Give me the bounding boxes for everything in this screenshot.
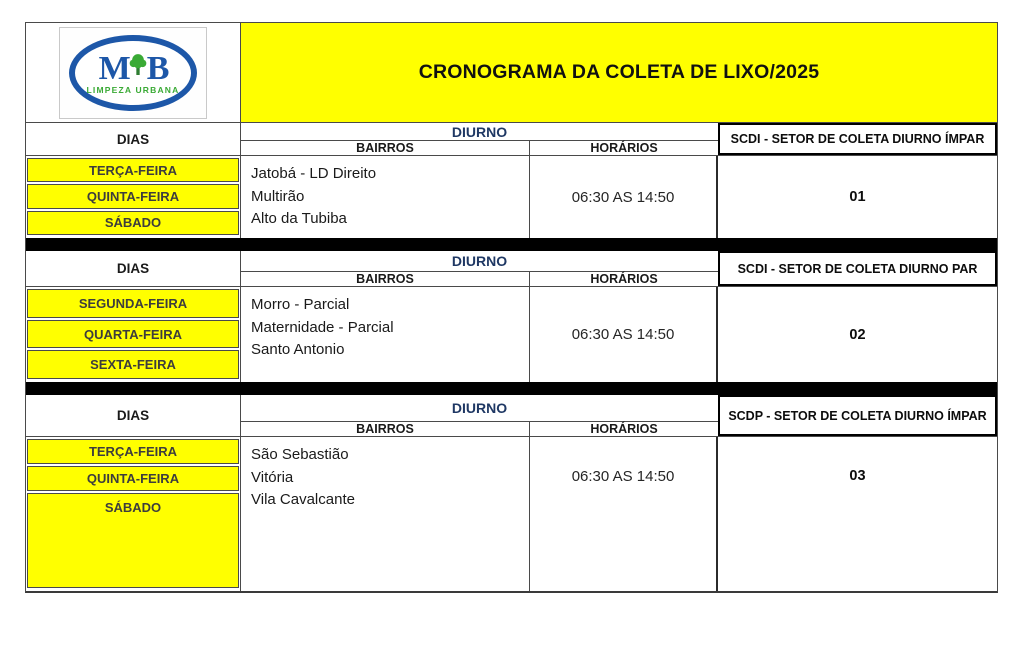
day-cell: QUINTA-FEIRA	[27, 184, 239, 208]
dias-column	[26, 437, 241, 591]
day-cell: SÁBADO	[27, 493, 239, 588]
horarios-header: HORÁRIOS	[590, 141, 658, 155]
logo-subtitle: LIMPEZA URBANA	[86, 85, 180, 95]
dias-column	[26, 156, 241, 238]
diurno-header-group	[241, 123, 718, 155]
section-separator	[26, 382, 997, 395]
day-cell: QUINTA-FEIRA	[27, 466, 239, 491]
bairro-item: Santo Antonio	[251, 341, 345, 358]
day-cell: QUARTA-FEIRA	[27, 320, 239, 349]
diurno-header: DIURNO	[241, 395, 718, 422]
logo-letter-b: B	[146, 50, 168, 87]
header-row	[26, 23, 997, 123]
section-2-header	[26, 251, 997, 287]
day-cell: TERÇA-FEIRA	[27, 439, 239, 464]
section-3-header	[26, 395, 997, 437]
bairro-item: São Sebastião	[251, 446, 349, 463]
mb-logo	[59, 27, 207, 119]
bairro-item: Maternidade - Parcial	[251, 318, 394, 336]
bairros-cell	[241, 437, 530, 591]
horarios-header: HORÁRIOS	[590, 272, 658, 286]
sector-number: 01	[849, 189, 866, 205]
bairro-item: Vila Cavalcante	[251, 491, 355, 508]
day-cell: SEXTA-FEIRA	[27, 350, 239, 379]
bairros-header: BAIRROS	[241, 422, 530, 436]
day-cell: SÁBADO	[27, 211, 239, 235]
diurno-header-group	[241, 251, 718, 286]
horario-cell: 06:30 AS 14:50	[530, 156, 718, 238]
day-cell: TERÇA-FEIRA	[27, 158, 239, 182]
bairro-item: Multirão	[251, 187, 305, 205]
page-title: CRONOGRAMA DA COLETA DE LIXO/2025	[241, 23, 997, 122]
mb-logo-ellipse	[69, 35, 197, 111]
bairro-item: Morro - Parcial	[251, 296, 350, 313]
dias-header: DIAS	[26, 395, 241, 436]
schedule-section-1	[26, 123, 997, 238]
horario-cell: 06:30 AS 14:50	[530, 437, 718, 591]
bairros-header: BAIRROS	[241, 272, 530, 286]
logo-cell	[26, 23, 241, 122]
diurno-header: DIURNO	[241, 251, 718, 272]
diurno-header-group	[241, 395, 718, 436]
schedule-section-3	[26, 395, 997, 591]
diurno-header: DIURNO	[241, 123, 718, 141]
bairro-item: Jatobá - LD Direito	[251, 165, 377, 182]
mb-logo-letters	[99, 52, 168, 86]
tree-icon	[128, 53, 148, 81]
logo-letter-m: M	[98, 50, 129, 87]
bairro-item: Alto da Tubiba	[251, 210, 347, 227]
dias-header: DIAS	[26, 251, 241, 286]
section-separator	[26, 238, 997, 251]
section-2-body	[26, 287, 997, 382]
bairros-header: BAIRROS	[241, 141, 530, 155]
sector-number: 02	[849, 326, 866, 343]
sector-title: SCDI - SETOR DE COLETA DIURNO PAR	[718, 251, 997, 286]
section-1-body	[26, 156, 997, 238]
schedule-table	[25, 22, 998, 593]
schedule-section-2	[26, 251, 997, 382]
section-3-body	[26, 437, 997, 591]
bairros-cell	[241, 287, 530, 382]
horarios-header: HORÁRIOS	[590, 422, 658, 436]
horario-cell: 06:30 AS 14:50	[530, 287, 718, 382]
bairros-cell	[241, 156, 530, 238]
day-cell: SEGUNDA-FEIRA	[27, 289, 239, 318]
sector-title: SCDP - SETOR DE COLETA DIURNO ÍMPAR	[718, 395, 997, 436]
section-1-header	[26, 123, 997, 156]
dias-column	[26, 287, 241, 382]
sector-title: SCDI - SETOR DE COLETA DIURNO ÍMPAR	[718, 123, 997, 155]
dias-header: DIAS	[26, 123, 241, 155]
sector-number: 03	[849, 468, 866, 484]
bairro-item: Vitória	[251, 468, 294, 486]
